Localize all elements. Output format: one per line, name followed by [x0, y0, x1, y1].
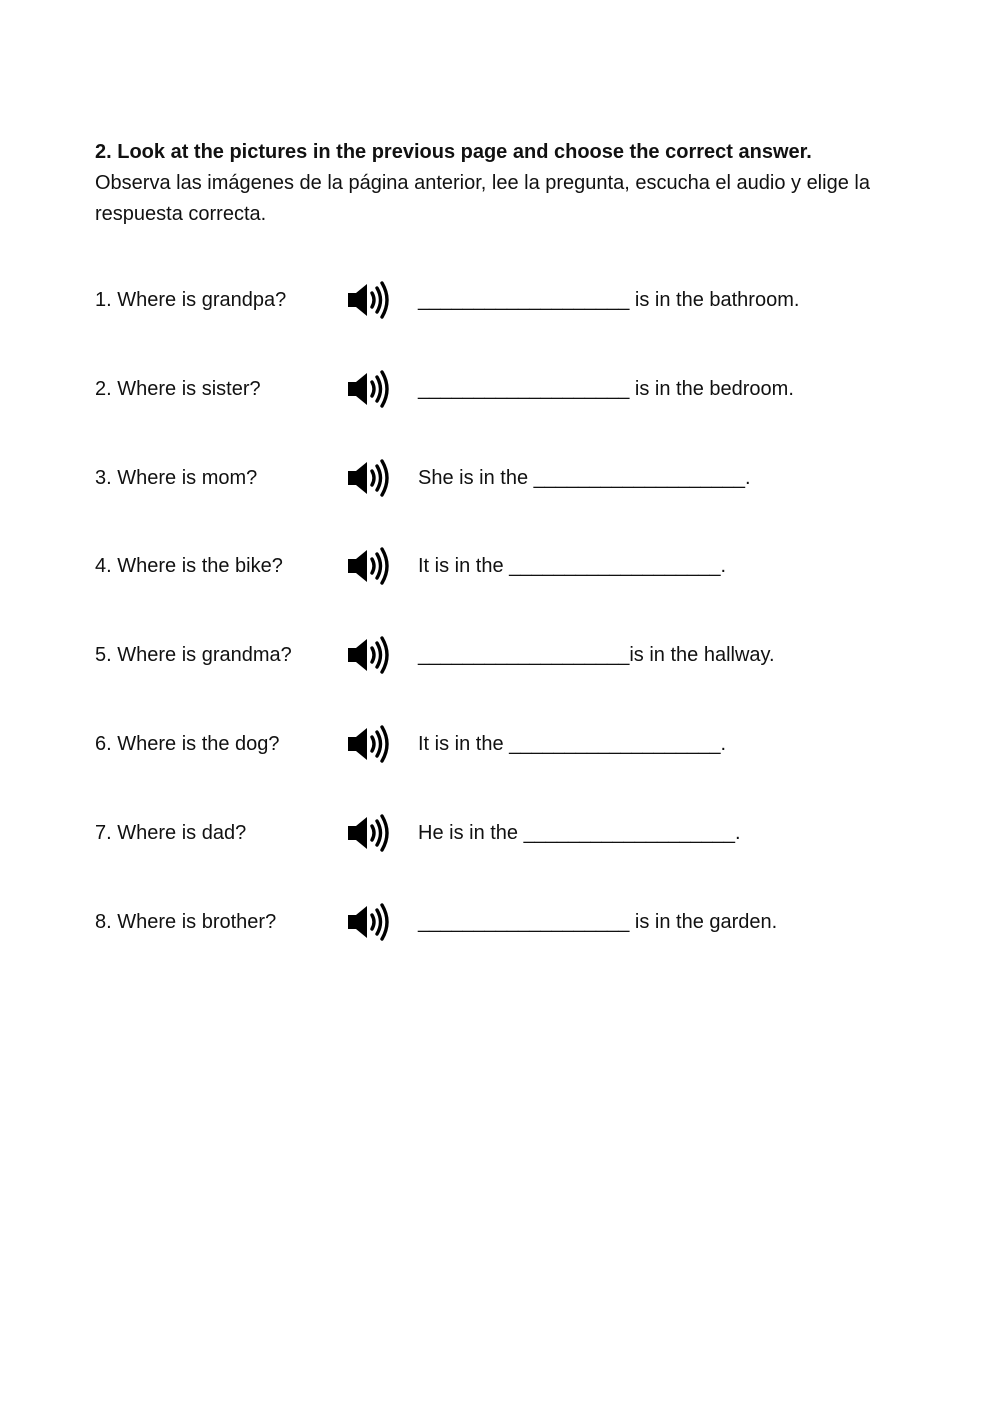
question-row-1 — [0, 276, 1000, 326]
answer-blank-sentence[interactable]: It is in the ___________________. — [418, 555, 727, 578]
answer-blank-sentence[interactable]: ___________________ is in the bedroom. — [418, 377, 794, 400]
speaker-icon[interactable] — [344, 812, 392, 854]
answer-blank-sentence[interactable]: He is in the ___________________. — [418, 821, 741, 844]
exercise-title: 2. Look at the pictures in the previous page and choose the correct answer. — [95, 141, 812, 163]
question-text: 4. Where is the bike? — [95, 555, 283, 578]
question-text: 2. Where is sister? — [95, 377, 261, 400]
speaker-icon[interactable] — [344, 901, 392, 943]
answer-blank-sentence[interactable]: ___________________ is in the bathroom. — [418, 289, 800, 311]
answer-blank-sentence[interactable]: ___________________ is in the garden. — [418, 910, 778, 933]
question-text: 8. Where is brother? — [95, 910, 277, 933]
question-row-5 — [0, 631, 1000, 681]
speaker-icon[interactable] — [344, 368, 392, 410]
answer-blank-sentence[interactable]: She is in the ___________________. — [418, 466, 751, 489]
question-row-7 — [0, 809, 1000, 859]
question-text: 6. Where is the dog? — [95, 733, 280, 755]
question-text: 5. Where is grandma? — [95, 644, 292, 667]
question-row-8 — [0, 898, 1000, 948]
speaker-icon[interactable] — [344, 723, 392, 765]
speaker-icon[interactable] — [344, 457, 392, 499]
answer-blank-sentence[interactable]: ___________________is in the hallway. — [418, 644, 775, 667]
question-row-3 — [0, 454, 1000, 504]
question-text: 1. Where is grandpa? — [95, 289, 287, 311]
speaker-icon[interactable] — [344, 545, 392, 587]
question-text: 3. Where is mom? — [95, 466, 258, 489]
question-row-2 — [0, 365, 1000, 415]
question-row-4 — [0, 542, 1000, 592]
speaker-icon[interactable] — [344, 279, 392, 321]
answer-blank-sentence[interactable]: It is in the ___________________. — [418, 733, 727, 755]
speaker-icon[interactable] — [344, 634, 392, 676]
instructions — [95, 137, 925, 230]
question-row-6 — [0, 720, 1000, 770]
exercise-subtitle: Observa las imágenes de la página anterior, lee la pregunta, escucha el audio y elige la respuesta correcta. — [95, 172, 870, 225]
question-text: 7. Where is dad? — [95, 821, 247, 844]
